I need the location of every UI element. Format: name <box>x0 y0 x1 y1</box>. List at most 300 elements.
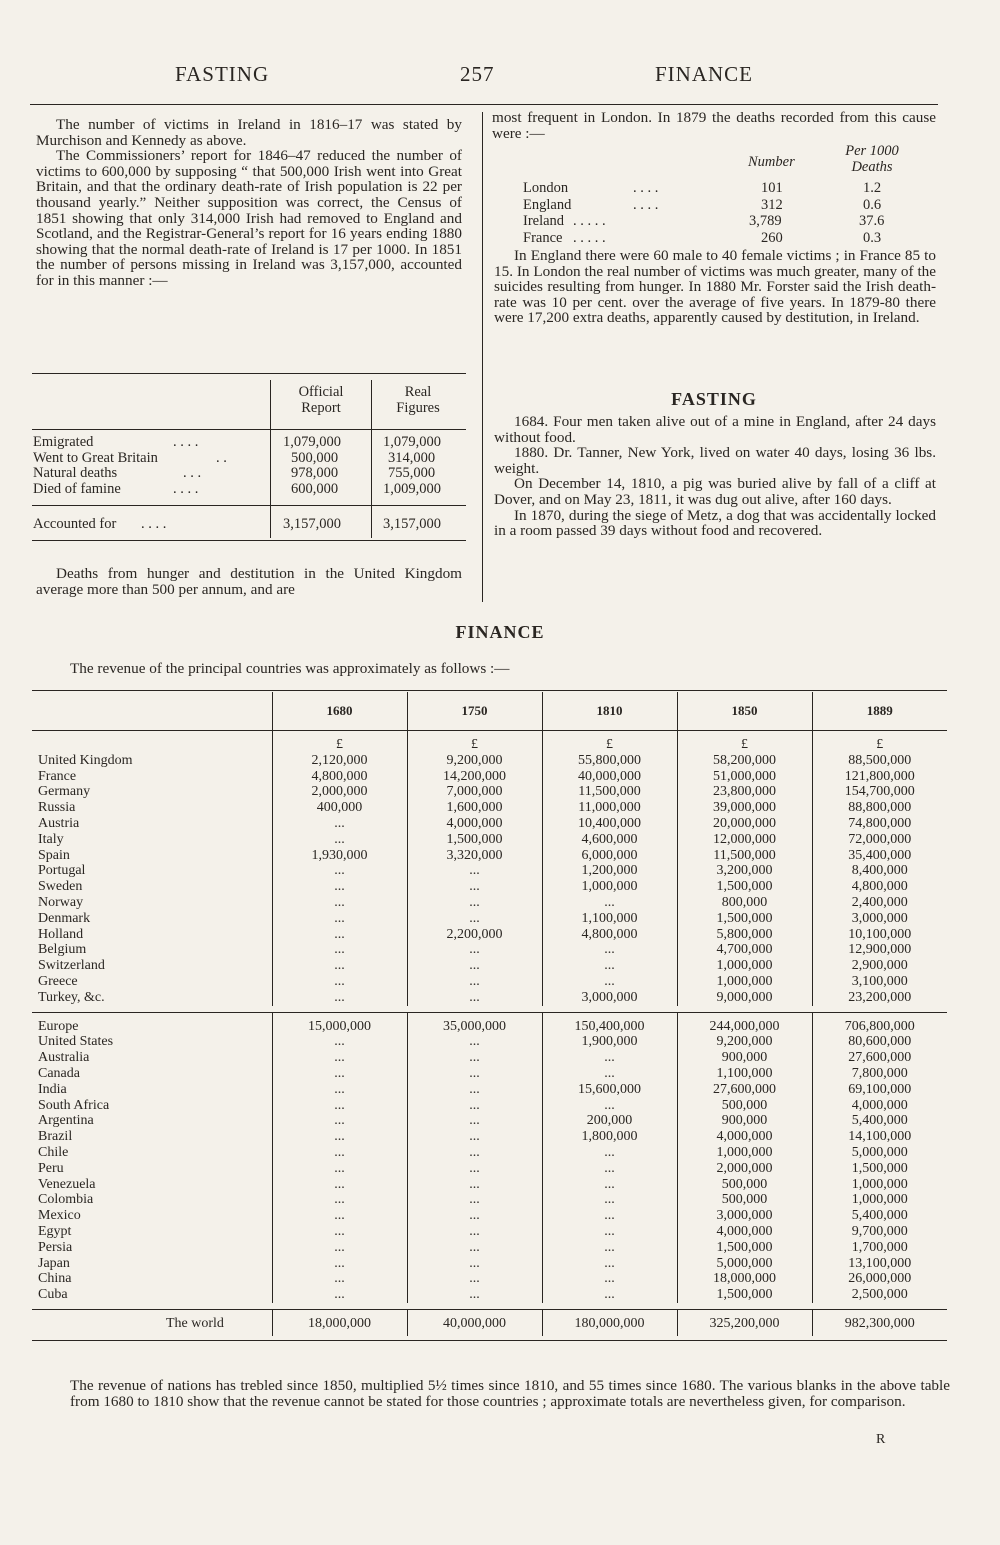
revenue-value: 1,500,000 <box>677 879 812 895</box>
country-name: Russia <box>38 800 76 816</box>
revenue-value: ... <box>407 1208 542 1224</box>
revenue-value: ... <box>407 895 542 911</box>
table-row <box>32 1098 947 1114</box>
revenue-value: 1,100,000 <box>542 911 677 927</box>
finance-intro: The revenue of the principal countries was approximately as follows :— <box>70 660 510 677</box>
country-name: Canada <box>38 1065 80 1081</box>
right-column <box>492 110 936 141</box>
column-header-year: 1889 <box>812 692 947 731</box>
revenue-value: 18,000,000 <box>677 1271 812 1287</box>
paragraph: The Commissioners’ report for 1846–47 reduced the number of victims to 600,000 by supposing “ that 500,000 Irish went into Great Britain, and that the ordinary death-rate of Irish population is 22 per thousand yearly.” Neither supposition was correct, the Census of 1851 showing that only 314,000 Irish had removed to England and Scotland, and the Registrar-General’s report for 16 years ending 1880 showing that the normal death-rate of Ireland is 17 per 1000. In 1851 the number of persons missing in Ireland was 3,157,000, accounted for in this manner :— <box>36 147 462 289</box>
table-row <box>32 958 947 974</box>
revenue-value: 3,100,000 <box>812 974 947 990</box>
deaths-table <box>523 180 923 246</box>
revenue-value: 500,000 <box>677 1192 812 1208</box>
revenue-value: 1,900,000 <box>542 1034 677 1050</box>
revenue-value: 154,700,000 <box>812 784 947 800</box>
revenue-value: 58,200,000 <box>677 753 812 769</box>
revenue-value: ... <box>407 1066 542 1082</box>
column-header-official: Official Report <box>298 384 344 416</box>
revenue-value: 3,000,000 <box>812 911 947 927</box>
revenue-value: 1,000,000 <box>677 974 812 990</box>
column-header-year: 1810 <box>542 692 677 731</box>
revenue-value: 8,400,000 <box>812 863 947 879</box>
world-total-value: 180,000,000 <box>542 1309 677 1335</box>
table-row <box>32 1012 947 1034</box>
revenue-value: ... <box>272 1161 407 1177</box>
header-rule <box>30 104 938 105</box>
revenue-value: ... <box>542 1177 677 1193</box>
table-row <box>32 1161 947 1177</box>
revenue-value: 900,000 <box>677 1113 812 1129</box>
table-row: Natural deaths . . . 978,000 755,000 <box>33 465 436 481</box>
revenue-value: ... <box>272 958 407 974</box>
running-head-right: FINANCE <box>655 62 754 86</box>
table-row <box>32 816 947 832</box>
revenue-value: 9,000,000 <box>677 990 812 1006</box>
revenue-value: 27,600,000 <box>677 1082 812 1098</box>
table-rule <box>32 505 466 506</box>
revenue-value: 72,000,000 <box>812 832 947 848</box>
table-row <box>32 1208 947 1224</box>
revenue-value: 20,000,000 <box>677 816 812 832</box>
revenue-value: 13,100,000 <box>812 1256 947 1272</box>
revenue-value: ... <box>272 1113 407 1129</box>
table-row <box>32 800 947 816</box>
revenue-value: ... <box>542 942 677 958</box>
currency-symbol: £ <box>407 731 542 753</box>
country-name: Venezuela <box>38 1176 96 1192</box>
table-rule <box>32 540 466 541</box>
table-row: Went to Great Britain . . 500,000 314,000 <box>33 449 436 466</box>
table-row <box>32 1113 947 1129</box>
country-name: Peru <box>38 1160 64 1176</box>
revenue-value: 11,500,000 <box>542 784 677 800</box>
world-total-row <box>32 1309 947 1335</box>
country-name: France <box>38 768 77 784</box>
table-row <box>32 1224 947 1240</box>
revenue-value: 4,700,000 <box>677 942 812 958</box>
table-row <box>32 1177 947 1193</box>
revenue-value: 14,200,000 <box>407 769 542 785</box>
fasting-section <box>494 414 936 539</box>
section-title-finance: FINANCE <box>455 622 545 642</box>
revenue-value: ... <box>542 1224 677 1240</box>
revenue-value: 150,400,000 <box>542 1012 677 1034</box>
revenue-value: 23,800,000 <box>677 784 812 800</box>
revenue-value: ... <box>272 1177 407 1193</box>
table-rule <box>32 690 947 691</box>
country-name: Turkey, &c. <box>38 989 105 1005</box>
country-name: China <box>38 1271 72 1287</box>
revenue-value: 2,120,000 <box>272 753 407 769</box>
revenue-value: ... <box>272 927 407 943</box>
revenue-value: 7,800,000 <box>812 1066 947 1082</box>
revenue-value: 12,900,000 <box>812 942 947 958</box>
revenue-value: 35,000,000 <box>407 1012 542 1034</box>
country-name: Persia <box>38 1239 73 1255</box>
revenue-value: 15,000,000 <box>272 1012 407 1034</box>
revenue-value: 3,200,000 <box>677 863 812 879</box>
table-bottom-rule <box>32 1336 947 1341</box>
revenue-value: 800,000 <box>677 895 812 911</box>
revenue-value: 26,000,000 <box>812 1271 947 1287</box>
revenue-value: 51,000,000 <box>677 769 812 785</box>
table-row <box>32 990 947 1006</box>
revenue-value: 1,930,000 <box>272 848 407 864</box>
revenue-value: 88,800,000 <box>812 800 947 816</box>
table-row <box>32 1066 947 1082</box>
revenue-value: ... <box>542 1271 677 1287</box>
country-name: Mexico <box>38 1208 81 1224</box>
revenue-value: ... <box>407 990 542 1006</box>
revenue-value: ... <box>272 832 407 848</box>
revenue-value: ... <box>407 1161 542 1177</box>
country-name: South Africa <box>38 1097 110 1113</box>
currency-symbol: £ <box>542 731 677 753</box>
revenue-value: ... <box>407 942 542 958</box>
revenue-value: ... <box>272 1050 407 1066</box>
revenue-value: ... <box>407 1240 542 1256</box>
left-column <box>36 117 462 289</box>
revenue-value: ... <box>272 1208 407 1224</box>
table-row <box>32 863 947 879</box>
world-label: The world <box>166 1315 224 1331</box>
revenue-value: 39,000,000 <box>677 800 812 816</box>
country-name: Cuba <box>38 1287 68 1303</box>
printer-signature: R <box>876 1432 886 1447</box>
revenue-value: 69,100,000 <box>812 1082 947 1098</box>
revenue-value: 4,000,000 <box>812 1098 947 1114</box>
table-row <box>32 927 947 943</box>
paragraph: In England there were 60 male to 40 female victims ; in France 85 to 15. In London the real number of victims was much greater, many of the suicides resulting from hunger. In 1880 Mr. Forster said the Irish death-rate was 10 per cent. over the average of five years. In 1879-80 there were 17,200 extra deaths, apparently caused by destitution, in Ireland. <box>494 247 936 327</box>
revenue-value: ... <box>272 816 407 832</box>
revenue-value: 6,000,000 <box>542 848 677 864</box>
revenue-value: 1,000,000 <box>542 879 677 895</box>
country-name: Brazil <box>38 1129 73 1145</box>
revenue-value: 2,500,000 <box>812 1287 947 1303</box>
revenue-value: ... <box>542 1240 677 1256</box>
revenue-value: ... <box>272 1224 407 1240</box>
currency-symbol: £ <box>677 731 812 753</box>
revenue-value: 1,100,000 <box>677 1066 812 1082</box>
revenue-value: 14,100,000 <box>812 1129 947 1145</box>
paragraph: most frequent in London. In 1879 the deaths recorded from this cause were :— <box>492 109 936 142</box>
revenue-value: 1,500,000 <box>407 832 542 848</box>
revenue-value: 40,000,000 <box>542 769 677 785</box>
currency-symbol: £ <box>812 731 947 753</box>
country-name: Belgium <box>38 942 87 958</box>
table-row: Emigrated . . . . 1,079,000 1,079,000 <box>33 434 441 450</box>
country-name: India <box>38 1081 67 1097</box>
revenue-value: ... <box>542 1256 677 1272</box>
revenue-value: 1,700,000 <box>812 1240 947 1256</box>
revenue-value: 3,320,000 <box>407 848 542 864</box>
revenue-value: 4,800,000 <box>272 769 407 785</box>
revenue-value: 9,200,000 <box>407 753 542 769</box>
revenue-value: 23,200,000 <box>812 990 947 1006</box>
revenue-value: ... <box>407 879 542 895</box>
table-row <box>32 1271 947 1287</box>
right-column-para <box>494 248 936 326</box>
revenue-value: ... <box>272 895 407 911</box>
revenue-value: ... <box>272 1256 407 1272</box>
revenue-value: ... <box>542 974 677 990</box>
revenue-value: ... <box>407 1034 542 1050</box>
revenue-value: 1,000,000 <box>677 958 812 974</box>
revenue-value: ... <box>407 958 542 974</box>
revenue-value: 27,600,000 <box>812 1050 947 1066</box>
revenue-value: ... <box>542 1208 677 1224</box>
column-header-year: 1850 <box>677 692 812 731</box>
revenue-value: 400,000 <box>272 800 407 816</box>
revenue-value: 1,200,000 <box>542 863 677 879</box>
revenue-value: ... <box>407 1256 542 1272</box>
paragraph: On December 14, 1810, a pig was buried alive by fall of a cliff at Dover, and on May 23, 1811, it was dug out alive, after 160 days. <box>494 475 936 508</box>
revenue-value: 9,700,000 <box>812 1224 947 1240</box>
revenue-value: 3,000,000 <box>677 1208 812 1224</box>
revenue-value: ... <box>407 1050 542 1066</box>
revenue-value: ... <box>407 1129 542 1145</box>
country-name: Switzerland <box>38 958 105 974</box>
revenue-value: ... <box>407 974 542 990</box>
column-header-real: Real Figures <box>396 384 440 416</box>
country-name: Holland <box>38 926 84 942</box>
revenue-value: ... <box>272 990 407 1006</box>
country-name: Italy <box>38 831 64 847</box>
country-name: Chile <box>38 1144 69 1160</box>
revenue-value: 4,800,000 <box>542 927 677 943</box>
country-name: Spain <box>38 847 70 863</box>
country-name: Denmark <box>38 910 91 926</box>
column-divider <box>482 112 483 602</box>
revenue-value: ... <box>272 1082 407 1098</box>
table-rule <box>32 373 466 374</box>
revenue-value: ... <box>407 863 542 879</box>
revenue-value: 9,200,000 <box>677 1034 812 1050</box>
revenue-value: 12,000,000 <box>677 832 812 848</box>
table-row <box>32 1034 947 1050</box>
table-row <box>32 753 947 769</box>
revenue-value: 2,000,000 <box>272 784 407 800</box>
revenue-value: 244,000,000 <box>677 1012 812 1034</box>
currency-row <box>32 731 947 753</box>
revenue-value: ... <box>407 911 542 927</box>
revenue-value: ... <box>407 1113 542 1129</box>
table-row <box>32 1129 947 1145</box>
revenue-value: 706,800,000 <box>812 1012 947 1034</box>
country-name: Japan <box>38 1255 70 1271</box>
finance-footer: The revenue of nations has trebled since 1850, multiplied 5½ times since 1810, and 55 times since 1680. The various blanks in the above table from 1680 to 1810 show that the revenue cannot be stated for those countries ; approximate totals are nevertheless given, for comparison. <box>70 1377 950 1410</box>
revenue-value: 11,000,000 <box>542 800 677 816</box>
table-row <box>32 1256 947 1272</box>
country-name: Argentina <box>38 1113 94 1129</box>
revenue-value: 3,000,000 <box>542 990 677 1006</box>
revenue-value: 1,500,000 <box>812 1161 947 1177</box>
table-row <box>32 832 947 848</box>
revenue-value: 1,000,000 <box>812 1177 947 1193</box>
paragraph: Deaths from hunger and destitution in the United Kingdom average more than 500 per annum, and are <box>36 565 462 598</box>
running-head-left: FASTING <box>175 62 270 86</box>
table-header-row <box>32 692 947 731</box>
finance-table <box>32 692 947 1341</box>
revenue-value: ... <box>542 1192 677 1208</box>
country-name: Greece <box>38 973 78 989</box>
table-row <box>32 784 947 800</box>
revenue-value: ... <box>542 1145 677 1161</box>
table-row <box>32 974 947 990</box>
revenue-value: 4,000,000 <box>407 816 542 832</box>
table-row <box>32 848 947 864</box>
revenue-value: 1,500,000 <box>677 1240 812 1256</box>
revenue-value: 1,000,000 <box>812 1192 947 1208</box>
revenue-value: 1,800,000 <box>542 1129 677 1145</box>
table-row <box>32 1240 947 1256</box>
country-name: Norway <box>38 894 84 910</box>
world-total-value: 18,000,000 <box>272 1309 407 1335</box>
revenue-value: ... <box>272 1192 407 1208</box>
table-row: Died of famine . . . . 600,000 1,009,000 <box>33 480 441 497</box>
world-total-value: 982,300,000 <box>812 1309 947 1335</box>
revenue-value: ... <box>272 1098 407 1114</box>
country-name: United States <box>38 1034 114 1050</box>
revenue-value: 900,000 <box>677 1050 812 1066</box>
page-number: 257 <box>460 62 495 86</box>
revenue-value: ... <box>272 1145 407 1161</box>
country-name: Sweden <box>38 879 83 895</box>
revenue-value: ... <box>407 1287 542 1303</box>
revenue-value: 74,800,000 <box>812 816 947 832</box>
table-row <box>32 879 947 895</box>
revenue-value: ... <box>272 879 407 895</box>
revenue-value: ... <box>272 1240 407 1256</box>
revenue-value: 15,600,000 <box>542 1082 677 1098</box>
paragraph: The number of victims in Ireland in 1816–17 was stated by Murchison and Kennedy as above. <box>36 116 462 149</box>
revenue-value: ... <box>272 942 407 958</box>
revenue-value: 5,800,000 <box>677 927 812 943</box>
country-name: Germany <box>38 784 91 800</box>
revenue-value: 11,500,000 <box>677 848 812 864</box>
country-name: Europe <box>38 1018 79 1034</box>
table-row <box>32 1145 947 1161</box>
revenue-value: ... <box>542 1098 677 1114</box>
revenue-value: ... <box>542 958 677 974</box>
revenue-value: 1,500,000 <box>677 1287 812 1303</box>
revenue-value: 5,400,000 <box>812 1113 947 1129</box>
table-total-row: Accounted for . . . . 3,157,000 3,157,000 <box>33 516 441 532</box>
country-name: Colombia <box>38 1192 94 1208</box>
column-header-number: Number <box>748 154 795 170</box>
revenue-value: ... <box>272 1287 407 1303</box>
revenue-value: ... <box>542 1287 677 1303</box>
table-row <box>32 895 947 911</box>
revenue-value: 55,800,000 <box>542 753 677 769</box>
revenue-value: 1,000,000 <box>677 1145 812 1161</box>
column-header-per: Per 1000 Deaths <box>845 143 899 175</box>
world-total-value: 40,000,000 <box>407 1309 542 1335</box>
revenue-value: 5,000,000 <box>812 1145 947 1161</box>
table-row: Ireland . . . . . 3,789 37.6 <box>523 213 885 229</box>
revenue-value: ... <box>272 911 407 927</box>
revenue-value: ... <box>272 863 407 879</box>
revenue-value: ... <box>272 1271 407 1287</box>
column-header-year: 1680 <box>272 692 407 731</box>
paragraph: 1880. Dr. Tanner, New York, lived on water 40 days, losing 36 lbs. weight. <box>494 444 936 477</box>
revenue-value: ... <box>407 1192 542 1208</box>
revenue-value: 500,000 <box>677 1177 812 1193</box>
revenue-value: 4,000,000 <box>677 1224 812 1240</box>
table-row: France . . . . . 260 0.3 <box>523 229 882 246</box>
ireland-table <box>33 435 467 497</box>
revenue-value: 4,600,000 <box>542 832 677 848</box>
revenue-value: ... <box>542 1050 677 1066</box>
paragraph: In 1870, during the siege of Metz, a dog that was accidentally locked in a room passed 39 days without food and recovered. <box>494 506 936 540</box>
column-header-year: 1750 <box>407 692 542 731</box>
revenue-value: ... <box>272 974 407 990</box>
table-row <box>32 1050 947 1066</box>
country-name: Egypt <box>38 1223 72 1239</box>
table-row <box>32 1287 947 1303</box>
table-row <box>32 1192 947 1208</box>
revenue-value: ... <box>407 1098 542 1114</box>
section-title-fasting: FASTING <box>671 389 757 409</box>
revenue-value: 4,000,000 <box>677 1129 812 1145</box>
revenue-value: ... <box>542 1161 677 1177</box>
revenue-value: 10,400,000 <box>542 816 677 832</box>
revenue-value: ... <box>407 1145 542 1161</box>
country-name: Portugal <box>38 863 86 879</box>
table-row <box>32 1082 947 1098</box>
revenue-value: 35,400,000 <box>812 848 947 864</box>
table-rule <box>270 380 271 430</box>
revenue-value: 2,400,000 <box>812 895 947 911</box>
revenue-value: ... <box>272 1129 407 1145</box>
country-name: Austria <box>38 815 80 831</box>
currency-symbol: £ <box>272 731 407 753</box>
revenue-value: ... <box>407 1224 542 1240</box>
world-total-value: 325,200,000 <box>677 1309 812 1335</box>
table-row: England . . . . 312 0.6 <box>523 196 882 213</box>
table-rule <box>32 429 466 430</box>
revenue-value: 10,100,000 <box>812 927 947 943</box>
revenue-value: 121,800,000 <box>812 769 947 785</box>
revenue-value: 7,000,000 <box>407 784 542 800</box>
revenue-value: ... <box>272 1066 407 1082</box>
revenue-value: 500,000 <box>677 1098 812 1114</box>
country-name: United Kingdom <box>38 752 133 768</box>
paragraph: 1684. Four men taken alive out of a mine in England, after 24 days without food. <box>494 413 936 446</box>
column-header-country <box>32 692 272 731</box>
revenue-value: ... <box>542 1066 677 1082</box>
revenue-value: 88,500,000 <box>812 753 947 769</box>
table-row: London . . . . 101 1.2 <box>523 180 882 196</box>
revenue-value: ... <box>272 1034 407 1050</box>
revenue-value: 1,500,000 <box>677 911 812 927</box>
revenue-value: 200,000 <box>542 1113 677 1129</box>
revenue-value: 80,600,000 <box>812 1034 947 1050</box>
table-row <box>32 942 947 958</box>
revenue-value: 1,600,000 <box>407 800 542 816</box>
revenue-value: 2,900,000 <box>812 958 947 974</box>
revenue-value: ... <box>407 1271 542 1287</box>
revenue-value: 5,400,000 <box>812 1208 947 1224</box>
revenue-value: ... <box>542 895 677 911</box>
revenue-value: 2,000,000 <box>677 1161 812 1177</box>
revenue-value: 4,800,000 <box>812 879 947 895</box>
table-row <box>32 911 947 927</box>
revenue-value: ... <box>407 1082 542 1098</box>
left-column-end <box>36 566 462 597</box>
